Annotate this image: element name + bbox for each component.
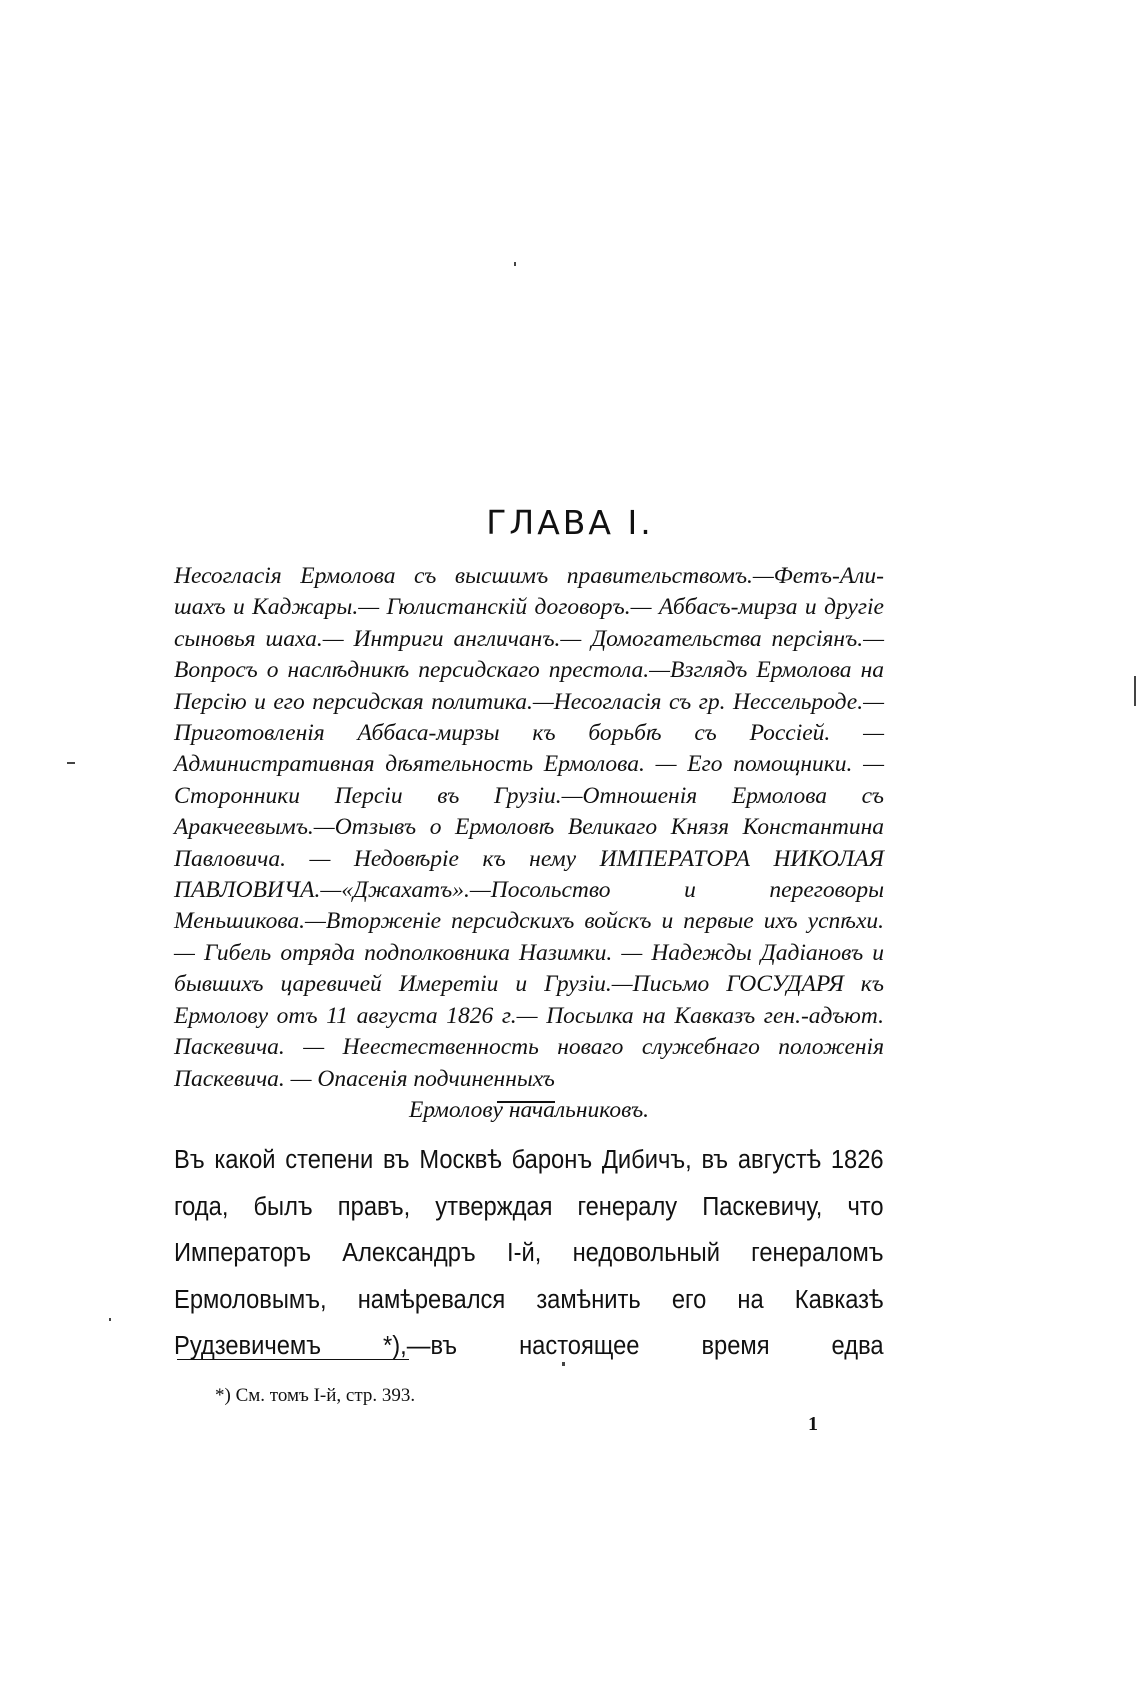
footnote-rule — [177, 1359, 409, 1360]
scan-speck — [514, 262, 516, 266]
chapter-title: ГЛАВА I. — [486, 503, 654, 542]
scan-speck — [67, 762, 75, 764]
chapter-summary — [174, 561, 884, 1126]
scan-speck — [562, 1362, 565, 1366]
body-paragraph: Въ какой степени въ Москвѣ баронъ Дибичъ, въ августѣ 1826 года, былъ правъ, утверждая генералу Паскевичу, что Императоръ Александръ I-й, недовольный генераломъ Ермоловымъ, намѣревался замѣнить его на Кавказѣ Рудзевичемъ *),—въ настоящее время едва — [174, 1146, 884, 1360]
footnote: *) См. томъ I-й, стр. 393. — [215, 1385, 416, 1406]
scan-speck — [109, 1318, 111, 1321]
chapter-summary-last-line: Ермолову начальниковъ. — [408, 1096, 650, 1123]
section-divider — [497, 1101, 555, 1103]
scan-speck — [1134, 676, 1136, 706]
page-number: 1 — [808, 1413, 818, 1435]
chapter-summary-text: Несогласія Ермолова съ высшимъ правительствомъ.—Фетъ-Али-шахъ и Каджары.— Гюлистанскій договоръ.— Аббасъ-мирза и другіе сыновья шаха.— Интриги англичанъ.— Домогательства персіянъ.— Вопросъ о наслѣдникѣ персидскаго престола.—Взглядъ Ермолова на Персію и его персидская политика.—Несогласія съ гр. Нессельроде.— Приготовленія Аббаса-мирзы къ борьбѣ съ Россіей. — Административная дѣятельность Ермолова. — Его помощники. — Сторонники Персіи въ Грузіи.—Отношенія Ермолова съ Аракчеевымъ.—Отзывъ о Ермоловѣ Великаго Князя Константина Павловича. — Недовѣріе къ нему ИМПЕРАТОРА НИКОЛАЯ ПАВЛОВИЧА.—«Джахатъ».—Посольство и переговоры Меньшикова.—Вторженіе персидскихъ войскъ и первые ихъ успѣхи. — Гибель отряда подполковника Назимки. — Надежды Дадіановъ и бывшихъ царевичей Имеретіи и Грузіи.—Письмо ГОСУДАРЯ къ Ермолову отъ 11 августа 1826 г.— Посылка на Кавказъ ген.-адъют. Паскевича. — Неестественность новаго служебнаго положенія Паскевича. — Опасенія подчиненныхъ — [174, 563, 884, 1092]
